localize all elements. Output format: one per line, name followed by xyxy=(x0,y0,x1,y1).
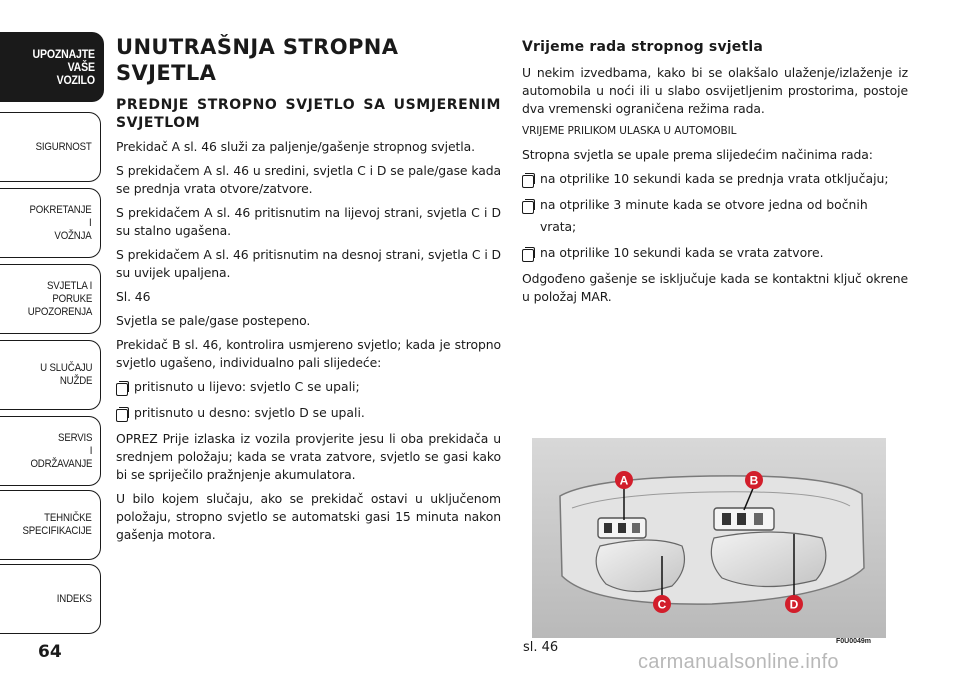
list-item-text: na otprilike 3 minute kada se otvore jedna od bočnih xyxy=(540,197,868,212)
watermark: carmanualsonline.info xyxy=(638,651,839,673)
bullet-icon xyxy=(116,407,128,420)
ceiling-light-illustration xyxy=(532,438,886,638)
section-subtitle: PREDNJE STROPNO SVJETLO SA USMJERENIM SVJETLOM xyxy=(116,97,501,131)
paragraph: S prekidačem A sl. 46 u sredini, svjetla C i D se pale/gase kada se prednja vrata otvore/zatvore. xyxy=(116,163,501,196)
paragraph: S prekidačem A sl. 46 pritisnutim na lijevoj strani, svjetla C i D su stalno ugašena. xyxy=(116,205,501,238)
tab-pokretanje-i-voznja[interactable] xyxy=(0,188,101,258)
bullet-icon xyxy=(116,381,128,394)
paragraph: Odgođeno gašenje se isključuje kada se kontaktni ključ okrene u položaj MAR. xyxy=(522,271,908,304)
list-item-text: na otprilike 10 sekundi kada se vrata zatvore. xyxy=(540,245,824,260)
tab-servis-i-odrzavanje[interactable] xyxy=(0,416,101,486)
paragraph: U nekim izvedbama, kako bi se olakšalo ulaženje/izlaženje iz automobila u noći ili u slabo osvijetljenim prostorima, postoje dva vremenski ograničena režima rada. xyxy=(522,65,908,116)
list-item-text: na otprilike 10 sekundi kada se prednja vrata otključaju; xyxy=(540,171,889,186)
page-number: 64 xyxy=(38,642,62,662)
tab-label: SVJETLA I PORUKE UPOZORENJA xyxy=(27,279,92,318)
switch-a-icon xyxy=(598,518,646,538)
paragraph: Prekidač B sl. 46, kontrolira usmjereno svjetlo; kada je stropno svjetlo ugašeno, individualno pali slijedeće: xyxy=(116,337,501,370)
switch-b-icon xyxy=(714,508,774,530)
svg-text:B: B xyxy=(749,473,759,488)
list-item-text: pritisnuto u desno: svjetlo D se upali. xyxy=(134,405,365,420)
paragraph: Svjetla se pale/gase postepeno. xyxy=(116,313,311,328)
paragraph: Stropna svjetla se upale prema slijedećim načinima rada: xyxy=(522,147,873,162)
tab-label: SERVIS I ODRŽAVANJE xyxy=(30,431,92,470)
list-item xyxy=(522,244,908,262)
bullet-icon xyxy=(522,199,534,212)
ceiling-light-figure xyxy=(532,438,886,638)
left-column xyxy=(116,34,501,550)
paragraph: S prekidačem A sl. 46 pritisnutim na desnoj strani, svjetla C i D su uvijek upaljena. xyxy=(116,247,501,280)
tab-label: TEHNIČKE SPECIFIKACIJE xyxy=(22,512,92,537)
tab-label: INDEKS xyxy=(57,592,92,605)
tab-u-slucaju-nuzde[interactable] xyxy=(0,340,101,410)
subsection-heading: VRIJEME PRILIKOM ULASKA U AUTOMOBIL xyxy=(522,125,737,137)
paragraph: Prekidač A sl. 46 služi za paljenje/gašenje stropnog svjetla. xyxy=(116,139,475,154)
callout-c xyxy=(653,595,671,613)
list-item-text: pritisnuto u lijevo: svjetlo C se upali; xyxy=(134,379,360,394)
list-item xyxy=(116,404,501,422)
tab-label: SIGURNOST xyxy=(36,140,92,153)
tab-sigurnost[interactable] xyxy=(0,112,101,182)
paragraph: Sl. 46 xyxy=(116,289,151,304)
tab-tehnicke-specifikacije[interactable] xyxy=(0,490,101,560)
svg-text:C: C xyxy=(657,597,667,612)
svg-text:A: A xyxy=(619,473,629,488)
callout-b xyxy=(745,471,763,489)
tab-upoznajte-vase-vozilo[interactable] xyxy=(0,32,104,102)
page-title: UNUTRAŠNJA STROPNA SVJETLA xyxy=(116,35,399,85)
tab-svjetla-i-poruke[interactable] xyxy=(0,264,101,334)
lens-c-icon xyxy=(596,540,684,592)
tab-label: U SLUČAJU NUŽDE xyxy=(39,362,92,387)
list-item xyxy=(116,378,501,396)
section-title: Vrijeme rada stropnog svjetla xyxy=(522,39,764,55)
bullet-icon xyxy=(522,247,534,260)
right-column xyxy=(522,38,908,312)
figure-code: F0U0049m xyxy=(836,638,872,645)
tab-label: POKRETANJE I VOŽNJA xyxy=(29,203,92,242)
svg-text:D: D xyxy=(789,597,799,612)
warning-paragraph: OPREZ Prije izlaska iz vozila provjerite jesu li oba prekidača u srednjem položaju; kada se vrata zatvore, svjetlo se gasi kako bi se spriječilo pražnjenje akumulatora. xyxy=(116,431,501,482)
callout-d xyxy=(785,595,803,613)
list-item xyxy=(522,170,908,188)
tab-indeks[interactable] xyxy=(0,564,101,634)
bullet-icon xyxy=(522,173,534,186)
list-item xyxy=(522,196,908,214)
tab-label: UPOZNAJTE VAŠE VOZILO xyxy=(32,46,95,87)
list-item-continuation: vrata; xyxy=(540,219,577,234)
figure-caption: sl. 46 xyxy=(523,640,559,655)
lens-d-icon xyxy=(711,532,826,587)
callout-a xyxy=(615,471,633,489)
paragraph: U bilo kojem slučaju, ako se prekidač ostavi u uključenom položaju, stropno svjetlo se automatski gasi 15 minuta nakon gašenja motora. xyxy=(116,491,501,542)
